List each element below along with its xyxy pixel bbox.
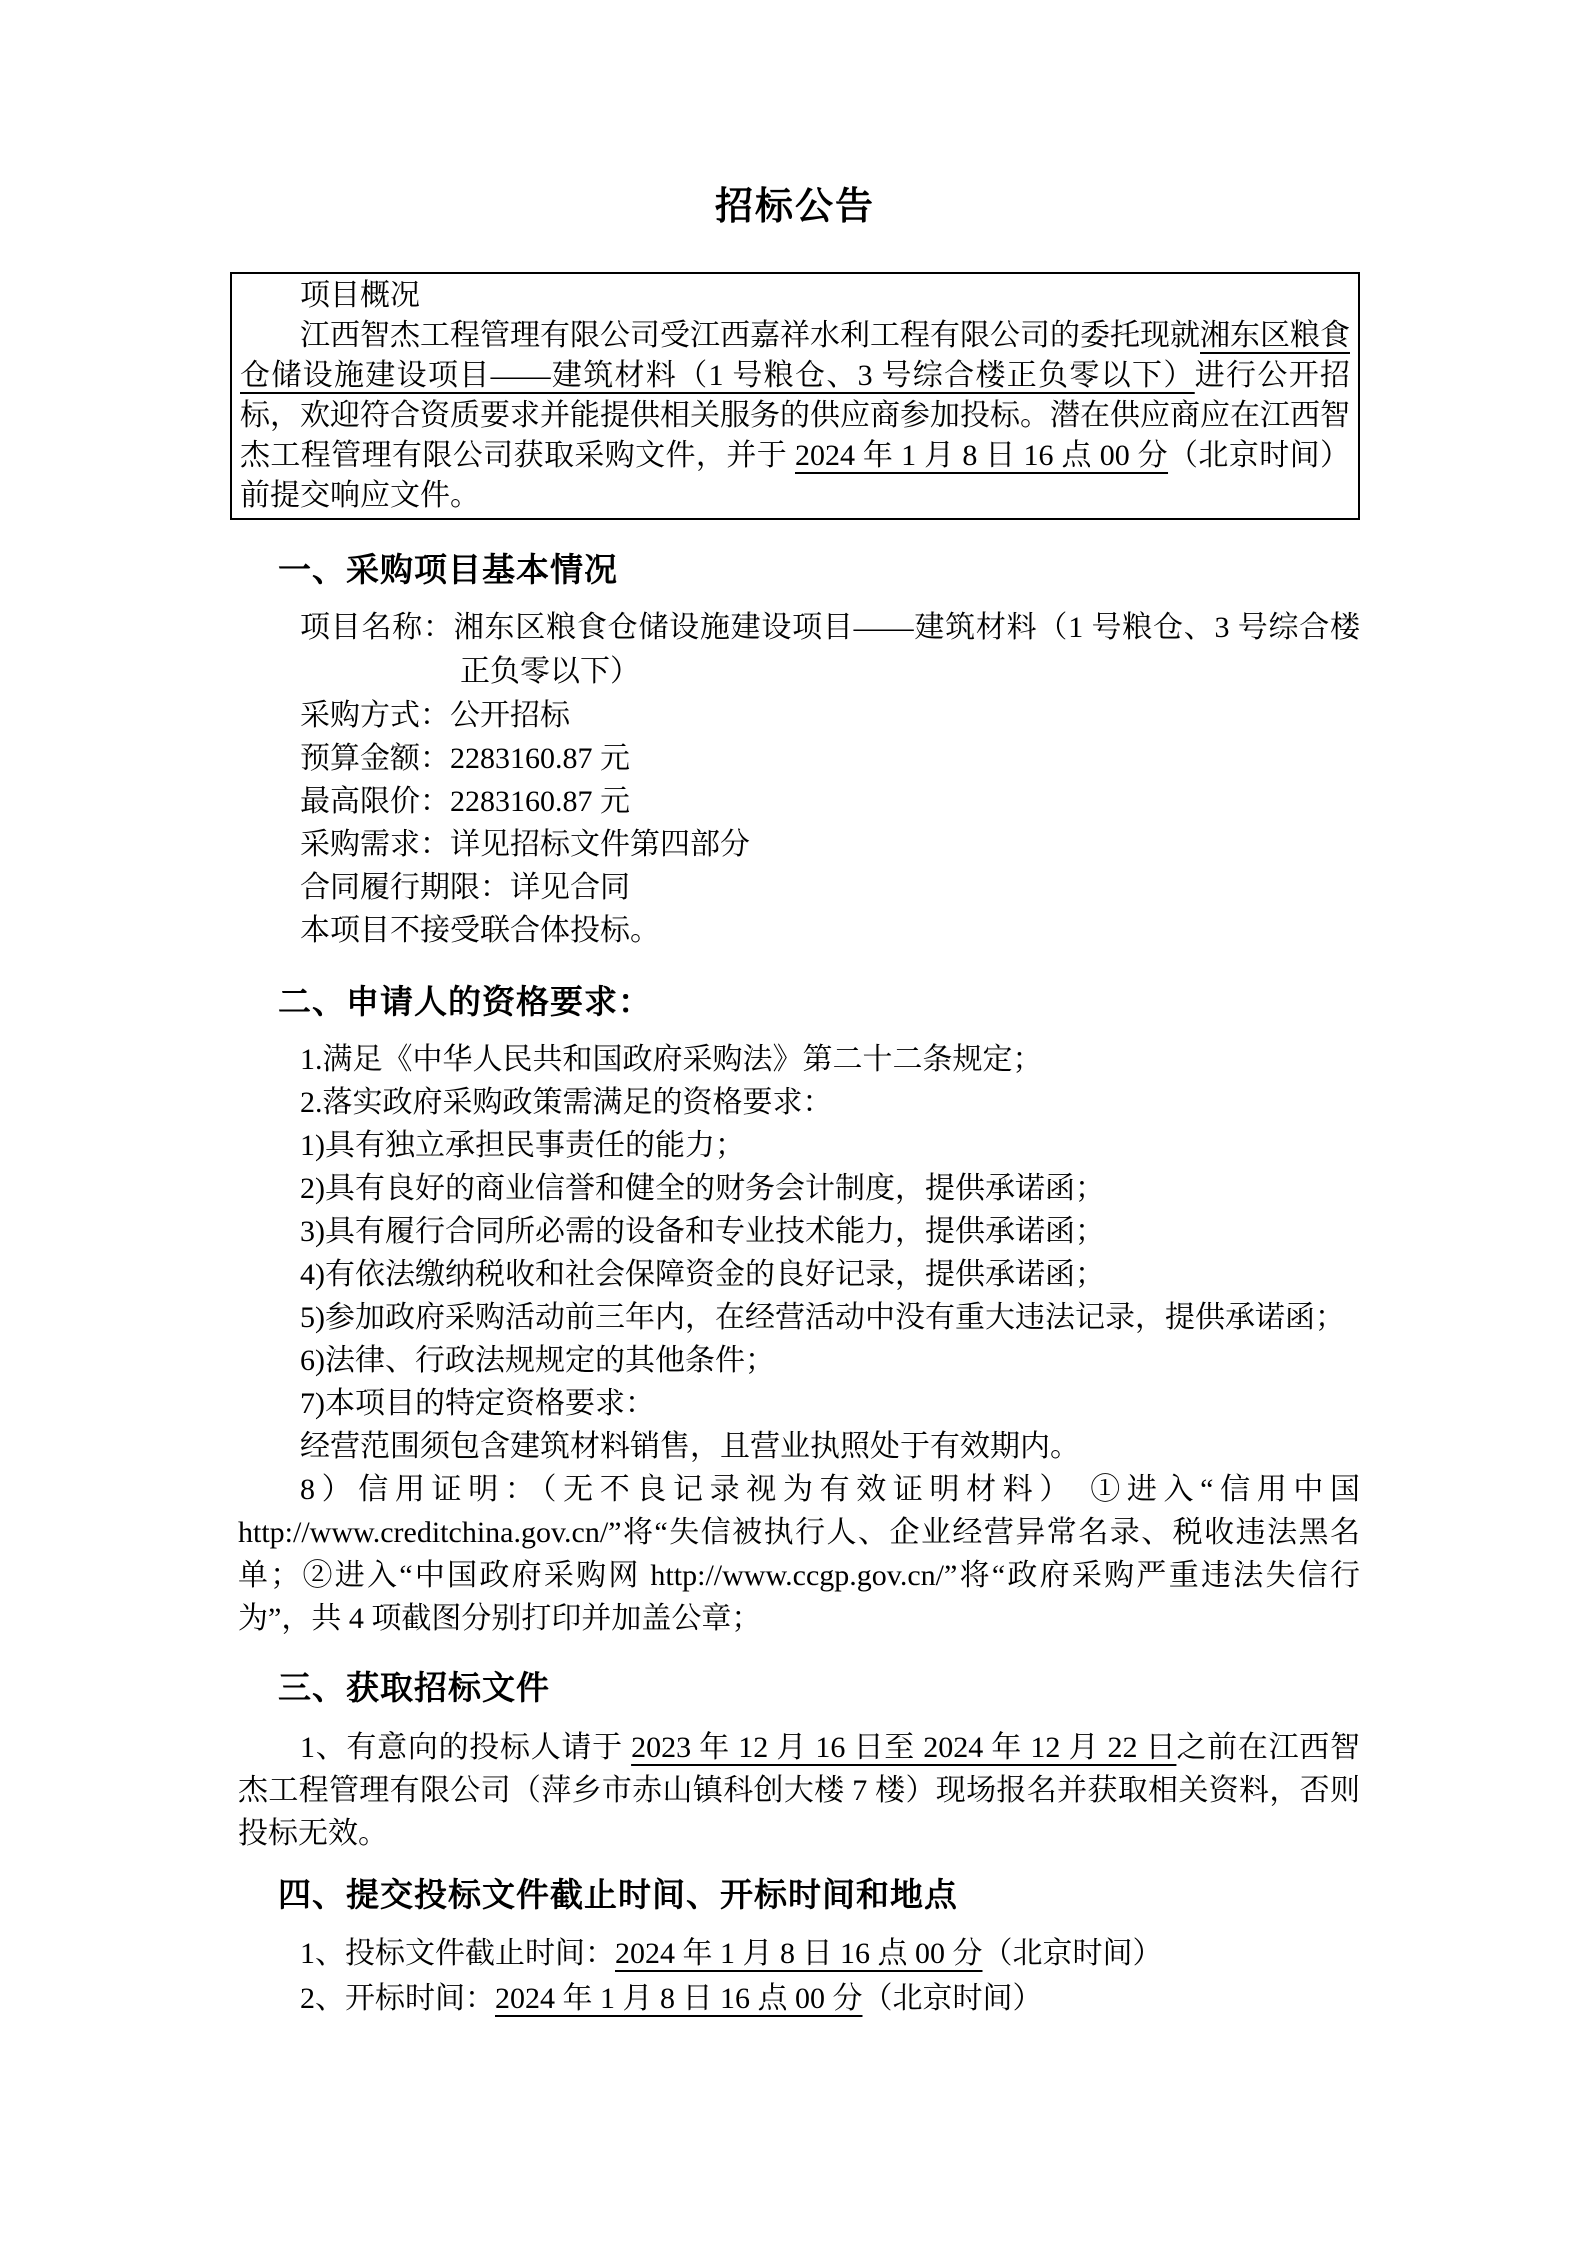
qualification-item-credit: 8）信用证明：（无不良记录视为有效证明材料） ①进入“信用中国 http://www.creditchina.gov.cn/”将“失信被执行人、企业经营异常名录、税收违法黑名单；②进入“中国政府采购网 http://www.ccgp.gov.cn/”将“政府采购严重违法失信行为”，共 4 项截图分别打印并加盖公章；: [238, 1473, 1360, 1635]
qualification-item-2: 2.落实政府采购政策需满足的资格要求：: [300, 1086, 833, 1119]
section-2-heading: 二、申请人的资格要求：: [278, 983, 652, 1020]
section-1-heading: 一、采购项目基本情况: [278, 551, 618, 588]
qualification-item-1: 1.满足《中华人民共和国政府采购法》第二十二条规定；: [300, 1043, 1043, 1076]
overview-box: [230, 272, 1360, 520]
project-name-value: 湘东区粮食仓储设施建设项目——建筑材料（1 号粮仓、3 号综合楼正负零以下）: [453, 611, 1361, 688]
page-content: [230, 0, 1360, 2021]
submission-deadline-line: 1、投标文件截止时间：2024 年 1 月 8 日 16 点 00 分（北京时间）: [300, 1937, 1163, 1970]
detail-line-contract-term: 合同履行期限：详见合同: [300, 871, 630, 904]
qualification-item-2-3: 3)具有履行合同所必需的设备和专业技术能力，提供承诺函；: [300, 1215, 1105, 1248]
detail-line-requirement: 采购需求：详见招标文件第四部分: [300, 828, 750, 861]
detail-line-budget: 预算金额：2283160.87 元: [300, 742, 630, 775]
detail-line-method: 采购方式：公开招标: [300, 699, 570, 732]
qualification-item-scope: 经营范围须包含建筑材料销售，且营业执照处于有效期内。: [300, 1430, 1080, 1463]
qualification-item-2-4: 4)有依法缴纳税收和社会保障资金的良好记录，提供承诺函；: [300, 1258, 1105, 1291]
qualification-item-2-2: 2)具有良好的商业信誉和健全的财务会计制度，提供承诺函；: [300, 1172, 1105, 1205]
qualification-item-2-5: 5)参加政府采购活动前三年内，在经营活动中没有重大违法记录，提供承诺函；: [300, 1301, 1345, 1334]
qualification-item-2-1: 1)具有独立承担民事责任的能力；: [300, 1129, 745, 1162]
project-name-label: 项目名称：: [300, 611, 454, 644]
qualification-item-2-6: 6)法律、行政法规规定的其他条件；: [300, 1344, 775, 1377]
section-1-details: [230, 694, 1360, 952]
overview-paragraph: 江西智杰工程管理有限公司受江西嘉祥水利工程有限公司的委托现就湘东区粮食仓储设施建设项目——建筑材料（1 号粮仓、3 号综合楼正负零以下）进行公开招标，欢迎符合资质要求并能提供相关服务的供应商参加投标。潜在供应商应在江西智杰工程管理有限公司获取采购文件，并于 2024 年 1 月 8 日 16 点 00 分（北京时间）前提交响应文件。: [240, 319, 1351, 512]
section-4-heading: 四、提交投标文件截止时间、开标时间和地点: [278, 1876, 958, 1913]
deadline-list: [230, 1931, 1360, 2021]
bid-opening-time-line: 2、开标时间：2024 年 1 月 8 日 16 点 00 分（北京时间）: [300, 1982, 1043, 2015]
obtain-documents-paragraph: 1、有意向的投标人请于 2023 年 12 月 16 日至 2024 年 12 月 22 日之前在江西智杰工程管理有限公司（萍乡市赤山镇科创大楼 7 楼）现场报名并获取相关资料，否则投标无效。: [238, 1731, 1361, 1850]
section-3-heading: 三、获取招标文件: [278, 1669, 550, 1706]
overview-heading: 项目概况: [300, 279, 420, 312]
qualification-list: [230, 1038, 1360, 1640]
project-name-line: [230, 606, 1360, 694]
page-title: 招标公告: [714, 186, 875, 228]
detail-line-no-consortium: 本项目不接受联合体投标。: [300, 914, 660, 947]
qualification-item-2-7: 7)本项目的特定资格要求：: [300, 1387, 655, 1420]
detail-line-max-price: 最高限价：2283160.87 元: [300, 785, 630, 818]
